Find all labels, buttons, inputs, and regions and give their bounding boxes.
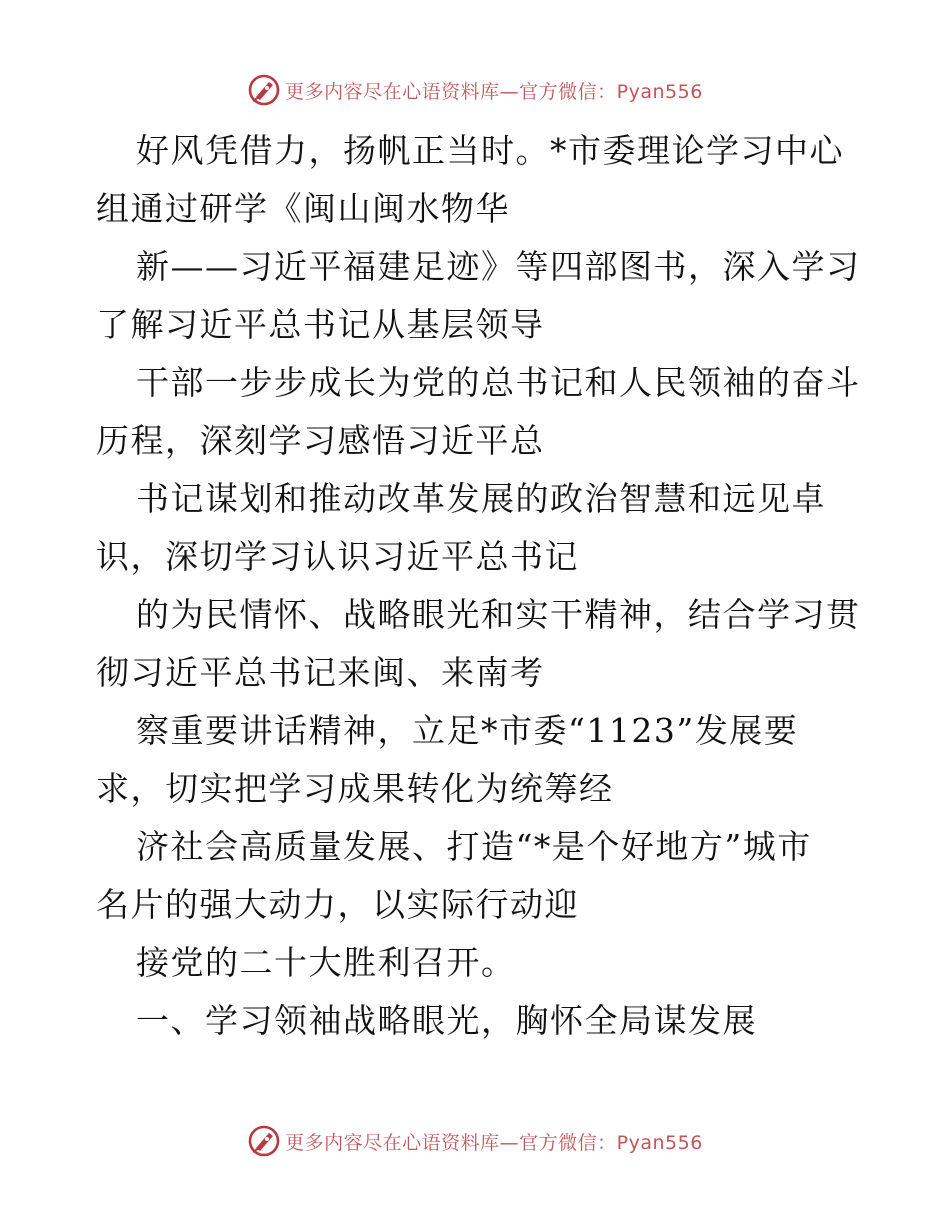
document-body xyxy=(96,122,861,1050)
text-line: 济社会高质量发展、打造“*是个好地方”城市 xyxy=(136,827,812,866)
banner-text: 更多内容尽在心语资料库—官方微信：Pyan556 xyxy=(285,80,703,103)
section-heading: 一、学习领袖战略眼光，胸怀全局谋发展 xyxy=(136,1001,757,1040)
text-line: 名片的强大动力，以实际行动迎 xyxy=(96,885,579,924)
text-line: 的为民情怀、战略眼光和实干精神，结合学习贯 xyxy=(136,595,861,634)
footer-banner xyxy=(0,1121,950,1161)
logo-icon xyxy=(247,1124,281,1158)
text-line: 历程，深刻学习感悟习近平总 xyxy=(96,421,545,460)
text-line: 彻习近平总书记来闽、来南考 xyxy=(96,653,545,692)
header-banner xyxy=(0,70,950,110)
text-line: 组通过研学《闽山闽水物华 xyxy=(96,189,510,228)
text-line: 了解习近平总书记从基层领导 xyxy=(96,305,545,344)
logo-icon xyxy=(247,73,281,107)
text-line: 好风凭借力，扬帆正当时。*市委理论学习中心 xyxy=(136,131,844,170)
text-line: 新——习近平福建足迹》等四部图书，深入学习 xyxy=(136,247,861,286)
text-line: 干部一步步成长为党的总书记和人民领袖的奋斗 xyxy=(136,363,861,402)
text-line: 书记谋划和推动改革发展的政治智慧和远见卓 xyxy=(136,479,826,518)
text-line: 求，切实把学习成果转化为统筹经 xyxy=(96,769,614,808)
banner-text: 更多内容尽在心语资料库—官方微信：Pyan556 xyxy=(285,1131,703,1154)
text-line: 察重要讲话精神，立足*市委“1123”发展要 xyxy=(136,711,799,750)
text-line: 识，深切学习认识习近平总书记 xyxy=(96,537,579,576)
text-line: 接党的二十大胜利召开。 xyxy=(136,943,516,982)
